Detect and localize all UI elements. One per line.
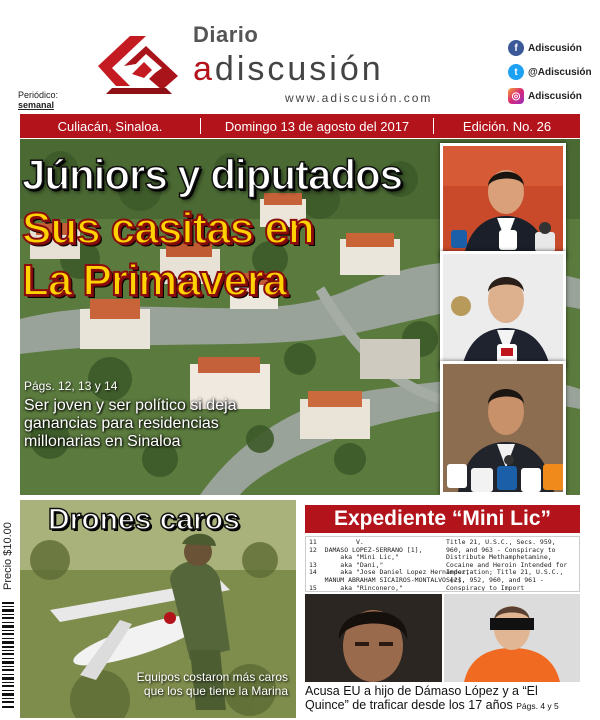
young-man-portrait-photo <box>305 594 442 682</box>
brand-logo-icon <box>88 28 188 98</box>
suspect-photo <box>305 594 442 682</box>
city-label: Culiacán, Sinaloa. <box>57 118 163 134</box>
drones-story[interactable] <box>20 500 296 718</box>
expediente-headline[interactable]: Expediente “Mini Lic” <box>305 505 580 533</box>
barcode-icon <box>2 600 18 710</box>
story-deck: Ser joven y ser político si deja ganancias para residencias millonarias en Sinaloa <box>24 397 237 450</box>
headline-secondary <box>22 203 314 307</box>
social-label: Adiscusión <box>528 42 582 54</box>
detained-man-photo <box>444 594 580 682</box>
man-with-microphones-photo <box>443 146 566 259</box>
portrait-photo <box>440 361 566 495</box>
social-label: Adiscusión <box>528 90 582 102</box>
brand-name-first-letter: a <box>193 50 215 88</box>
issue-date: Domingo 13 de agosto del 2017 <box>224 118 410 134</box>
headline-line: La Primavera <box>22 256 287 305</box>
cover-price: Precio $10.00 <box>2 522 14 590</box>
social-instagram[interactable] <box>508 88 598 104</box>
edition-number: Edición. No. 26 <box>462 118 552 134</box>
headline-line: Sus casitas en <box>22 204 314 253</box>
expediente-caption <box>305 684 580 713</box>
caption-line: Equipos costaron más caros <box>136 670 288 684</box>
caption-text: Acusa EU a hijo de Dámaso López y a “El Quince” de traficar desde los 17 años <box>305 684 538 712</box>
man-at-press-conference-photo <box>443 364 566 495</box>
tagline-label: Periódico: <box>18 90 59 100</box>
page-reference: Págs. 12, 13 y 14 <box>24 379 118 393</box>
date-bar <box>20 114 580 138</box>
document-left-column: 11 V. 12 DAMASO LOPEZ-SERRANO [1], aka "Mini Lic," 13 aka "Dani," 14 aka "Jose Daniel Lopez Hernandez, MANUM ABRAHAM SICAIROS-MONTALVO [2], 15 aka "Rinconero," <box>309 538 470 592</box>
instagram-icon: ◎ <box>508 88 524 104</box>
brand-name <box>193 50 384 89</box>
portrait-photo <box>440 143 566 259</box>
document-right-column: Title 21, U.S.C., Secs. 959, 960, and 963 - Conspiracy to Distribute Methamphetamine, Cocaine and Heroin Intended for Importation; Title 21, U.S.C., Secs. 952, 960, and 961 - Conspiracy to Import <box>446 538 568 592</box>
facebook-icon: f <box>508 40 524 56</box>
detainee-photo <box>444 594 580 682</box>
social-twitter[interactable] <box>508 64 598 80</box>
social-facebook[interactable] <box>508 40 598 56</box>
drones-headline: Drones caros <box>48 503 240 536</box>
tagline-value: semanal <box>18 100 55 110</box>
publication-type <box>18 90 58 110</box>
page-reference: Págs. 4 y 5 <box>516 701 559 711</box>
website-url[interactable]: www.adiscusión.com <box>285 91 433 105</box>
portrait-photo <box>440 251 566 369</box>
brand-name-rest: discusión <box>214 50 384 88</box>
court-document-excerpt <box>305 536 580 592</box>
headline-primary: Júniors y diputados <box>22 151 403 198</box>
lead-story[interactable] <box>20 139 580 495</box>
masthead <box>0 0 600 112</box>
caption-line: que los que tiene la Marina <box>143 684 288 698</box>
man-in-suit-photo <box>443 254 566 369</box>
social-label: @Adiscusión <box>528 66 592 78</box>
twitter-icon: t <box>508 64 524 80</box>
brand-name-small: Diario <box>193 22 259 47</box>
drones-caption <box>137 670 288 698</box>
